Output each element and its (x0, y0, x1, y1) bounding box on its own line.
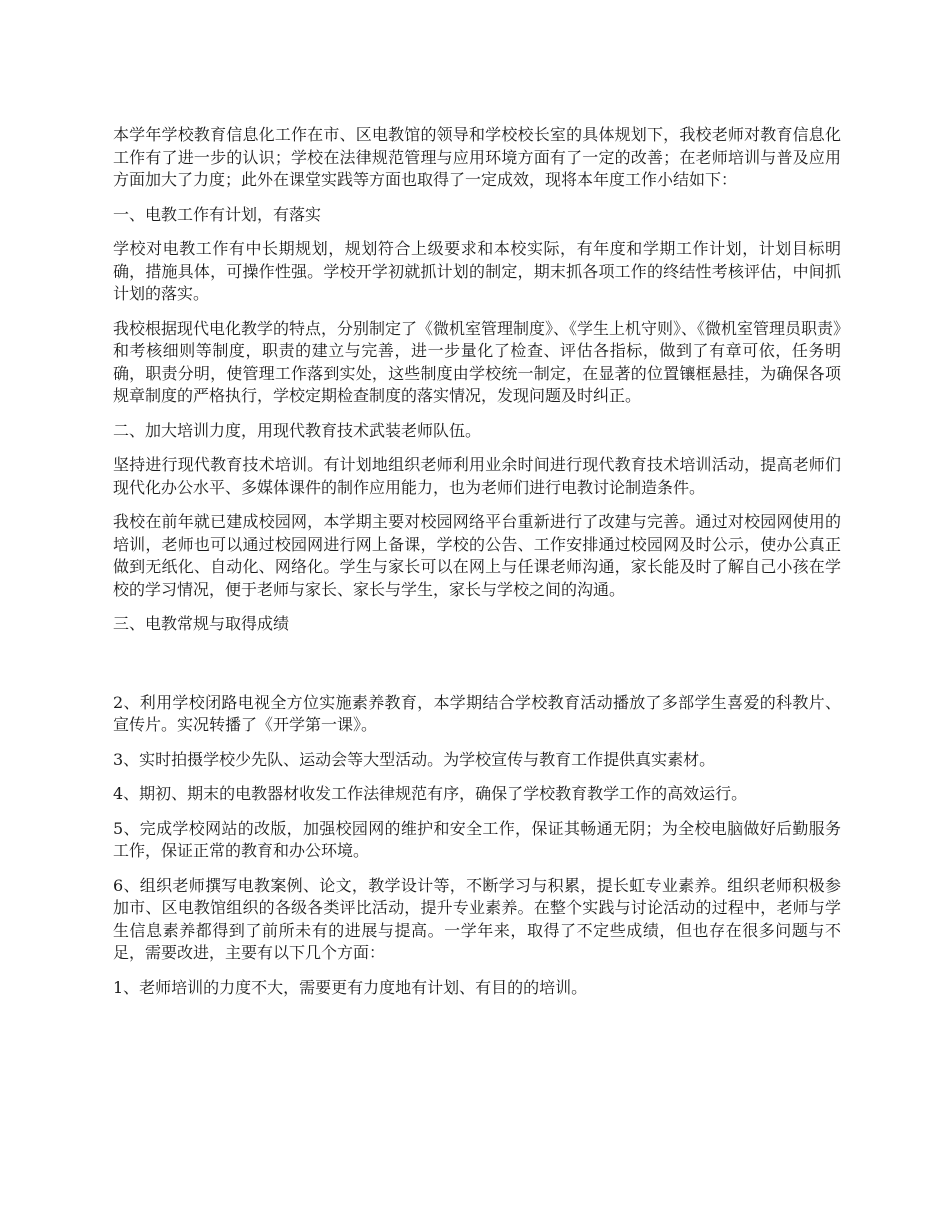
body-paragraph: 坚持进行现代教育技术培训。有计划地组织老师利用业余时间进行现代教育技术培训活动，提高老师们现代化办公水平、多媒体课件的制作应用能力，也为老师们进行电教讨论制造条件。 (113, 455, 841, 497)
section-heading-1: 一、电教工作有计划，有落实 (113, 204, 322, 224)
body-paragraph: 我校在前年就已建成校园网，本学期主要对校园网络平台重新进行了改建与完善。通过对校园网使用的培训，老师也可以通过校园网进行网上备课，学校的公告、工作安排通过校园网及时公示，使办公真正做到无纸化、自动化、网络化。学生与家长可以在网上与任课老师沟通，家长能及时了解自己小孩在学校的学习情况，便于老师与家长、家长与学生，家长与学校之间的沟通。 (113, 512, 841, 599)
document-page (113, 124, 841, 1011)
body-paragraph: 我校根据现代电化教学的特点，分别制定了《微机室管理制度》、《学生上机守则》、《微机室管理员职责》和考核细则等制度，职责的建立与完善，进一步量化了检查、评估各指标，做到了有章可依，任务明确，职责分明，使管理工作落到实处，这些制度由学校统一制定，在显著的位置镶框悬挂，为确保各项规章制度的严格执行，学校定期检查制度的落实情况，发现问题及时纠正。 (113, 318, 842, 405)
section-heading-2: 二、加大培训力度，用现代教育技术武装老师队伍。 (113, 420, 482, 440)
list-item: 3、实时拍摄学校少先队、运动会等大型活动。为学校宣传与教育工作提供真实素材。 (113, 749, 716, 769)
intro-paragraph: 本学年学校教育信息化工作在市、区电教馆的领导和学校校长室的具体规划下，我校老师对教育信息化工作有了进一步的认识；学校在法律规范管理与应用环境方面有了一定的改善；在老师培训与普及应用方面加大了力度；此外在课堂实践等方面也取得了一定成效，现将本年度工作小结如下： (113, 125, 841, 189)
list-item: 4、期初、期末的电教器材收发工作法律规范有序，确保了学校教育教学工作的高效运行。 (113, 784, 748, 803)
list-item: 1、老师培训的力度不大，需要更有力度地有计划、有目的的培训。 (113, 977, 588, 997)
blank-gap (113, 648, 841, 692)
list-item: 5、完成学校网站的改版，加强校园网的维护和安全工作，保证其畅通无阴；为全校电脑做好后勤服务工作，保证正常的教育和办公环境。 (113, 818, 841, 860)
body-paragraph: 学校对电教工作有中长期规划，规划符合上级要求和本校实际，有年度和学期工作计划，计划目标明确，措施具体，可操作性强。学校开学初就抓计划的制定，期末抓各项工作的终结性考核评估，中间抓计划的落实。 (113, 239, 841, 303)
list-item: 6、组织老师撰写电教案例、论文，教学设计等，不断学习与积累，提长虹专业素养。组织老师积极参加市、区电教馆组织的各级各类评比活动，提升专业素养。在整个实践与讨论活动的过程中，老师与学生信息素养都得到了前所未有的进展与提高。一学年来，取得了不定些成绩，但也存在很多问题与不足，需要改进，主要有以下几个方面： (113, 875, 841, 962)
list-item: 2、利用学校闭路电视全方位实施素养教育，本学期结合学校教育活动播放了多部学生喜爱的科教片、宣传片。实况转播了《开学第一课》。 (113, 692, 841, 734)
section-heading-3: 三、电教常规与取得成绩 (113, 614, 290, 633)
